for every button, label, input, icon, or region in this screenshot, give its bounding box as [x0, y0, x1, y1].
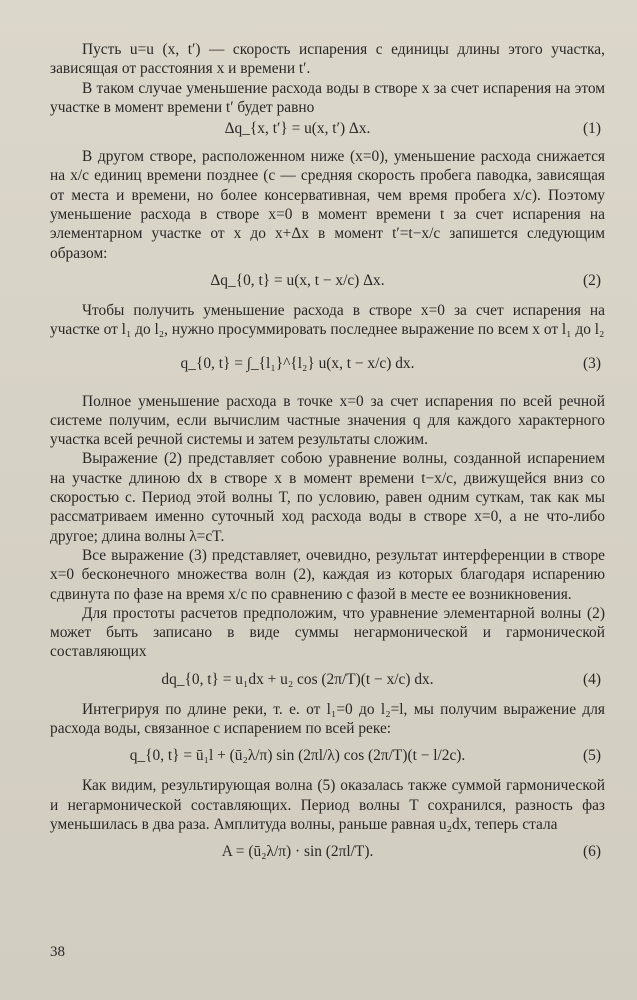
equation-body: Δq_{x, t′} = u(x, t′) Δx. [224, 120, 371, 138]
equation-5 [50, 740, 605, 772]
equation-4 [50, 664, 605, 696]
page-number: 38 [50, 944, 65, 960]
equation-number: (3) [583, 354, 601, 372]
paragraph: Как видим, результирующая волна (5) оказалась также суммой гармонической и негармонической составляющих. Период волны T сохранился, разность фаз уменьшилась в два раза. Амплитуда волны, раньше равная u₂dx, теперь стала [50, 777, 605, 833]
paragraph: Для простоты расчетов предположим, что уравнение элементарной волны (2) может быть записано в виде суммы негармонической и гармонической составляющих [50, 604, 605, 661]
equation-number: (4) [583, 670, 601, 688]
equation-body: q_{0, t} = ∫_{l₁}^{l₂} u(x, t − x/c) dx. [180, 354, 415, 372]
equation-6 [50, 836, 605, 868]
paragraph: Чтобы получить уменьшение расхода в створе x=0 за счет испарения на участке от l₁ до l₂, нужно просуммировать последнее выражение по всем x от l₁ до l₂ [50, 301, 605, 339]
equation-number: (2) [583, 271, 601, 289]
equation-1 [50, 119, 605, 143]
paragraph: Выражение (2) представляет собою уравнение волны, созданной испарением на участке длиною dx в створе x в момент времени t−x/c, движущейся вниз со скоростью c. Период этой волны T, по условию, равен одним суткам, так как мы рассматриваем именно суточный ход расхода воды в створе x=0, а не что-либо другое; длина волны λ=cT. [50, 450, 605, 545]
paragraph: В таком случае уменьшение расхода воды в створе x за счет испарения на этом участке в момент времени t′ будет равно [50, 79, 605, 116]
equation-number: (6) [583, 843, 601, 861]
equation-body: A = (ū₂λ/π) · sin (2πl/T). [221, 843, 374, 861]
paragraph: В другом створе, расположенном ниже (x=0), уменьшение расхода снижается на x/c единиц времени позднее (c — средняя скорость пробега паводка, зависящая от места и времени, но более консервативная, чем время пробега x/c). Поэтому уменьшение расхода в створе x=0 в момент времени t за счет испарения на элементарном участке от x до x+Δx в момент t′=t−x/c запишется следующим образом: [50, 148, 605, 262]
equation-body: dq_{0, t} = u₁dx + u₂ cos (2π/T)(t − x/c) dx. [161, 670, 434, 688]
equation-number: (1) [583, 120, 601, 138]
equation-number: (5) [583, 747, 601, 765]
paragraph: Все выражение (3) представляет, очевидно, результат интерференции в створе x=0 бесконечного множества волн (2), каждая из которых благодаря испарению сдвинута по фазе на время x/c по сравнению с фазой в месте ее возникновения. [50, 546, 605, 603]
paragraph: Интегрируя по длине реки, т. е. от l₁=0 до l₂=l, мы получим выражение для расхода воды, связанное с испарением по всей реке: [50, 700, 605, 738]
page-text [50, 40, 605, 872]
equation-2 [50, 265, 605, 297]
paragraph: Пусть u=u (x, t′) — скорость испарения с единицы длины этого участка, зависящая от расстояния x и времени t′. [50, 41, 605, 78]
equation-body: q_{0, t} = ū₁l + (ū₂λ/π) sin (2πl/λ) cos (2π/T)(t − l/2c). [129, 747, 466, 765]
equation-body: Δq_{0, t} = u(x, t − x/c) Δx. [210, 271, 385, 289]
equation-3 [50, 342, 605, 388]
paragraph: Полное уменьшение расхода в точке x=0 за счет испарения по всей речной системе получим, если вычислим частные значения q для каждого характерного участка всей речной системы и затем результаты сложим. [50, 392, 605, 449]
